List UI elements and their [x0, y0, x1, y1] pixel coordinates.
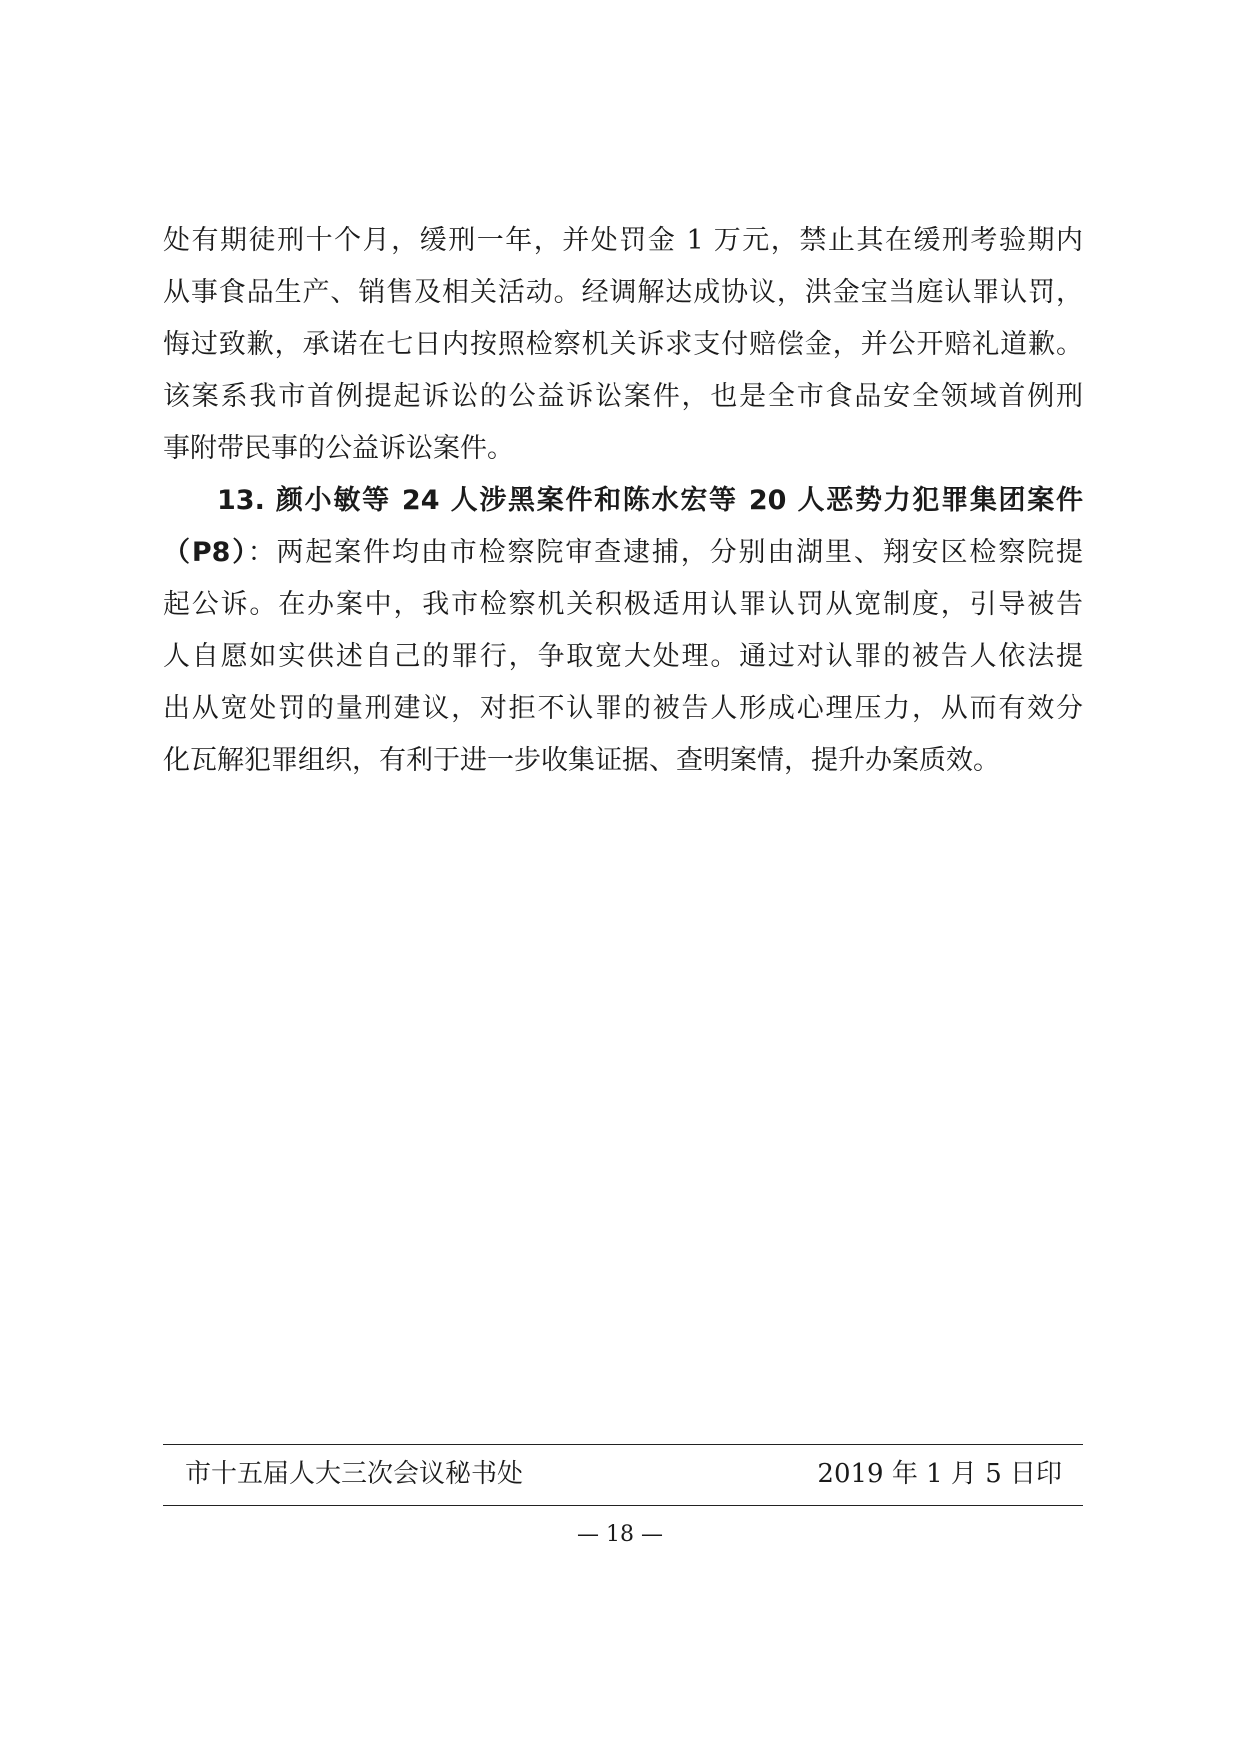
footer-issuer: 市十五届人大三次会议秘书处	[185, 1459, 524, 1489]
paragraph-line: 人自愿如实供述自己的罪行，争取宽大处理。通过对认罪的被告人依法提	[163, 641, 1083, 672]
paragraph-line-text: ：两起案件均由市检察院审查逮捕，分别由湖里、翔安区检察院提	[247, 537, 1084, 568]
page-number: — 18 —	[577, 1522, 663, 1547]
footer-print-date: 2019 年 1 月 5 日印	[817, 1459, 1062, 1489]
paragraph-line: 悔过致歉，承诺在七日内按照检察机关诉求支付赔偿金，并公开赔礼道歉。	[163, 329, 1083, 360]
paragraph-line: 事附带民事的公益诉讼案件。	[163, 433, 514, 464]
paragraph-line: 从事食品生产、销售及相关活动。经调解达成协议，洪金宝当庭认罪认罚，	[163, 277, 1083, 308]
body-text	[163, 215, 1083, 787]
case-reference: （P8）	[163, 537, 248, 568]
case-heading: 13. 颜小敏等 24 人涉黑案件和陈水宏等 20 人恶势力犯罪集团案件	[217, 485, 1083, 516]
footer-top-rule	[163, 1444, 1083, 1445]
paragraph-line: 化瓦解犯罪组织，有利于进一步收集证据、查明案情，提升办案质效。	[163, 745, 1000, 776]
paragraph-line: 该案系我市首例提起诉讼的公益诉讼案件，也是全市食品安全领域首例刑	[163, 381, 1083, 412]
paragraph-line: 处有期徒刑十个月，缓刑一年，并处罚金 1 万元，禁止其在缓刑考验期内	[163, 225, 1083, 256]
footer-bottom-rule	[163, 1505, 1083, 1506]
paragraph-line: 出从宽处罚的量刑建议，对拒不认罪的被告人形成心理压力，从而有效分	[163, 693, 1083, 724]
paragraph-line	[163, 527, 1083, 579]
paragraph-line: 起公诉。在办案中，我市检察机关积极适用认罪认罚从宽制度，引导被告	[163, 589, 1083, 620]
